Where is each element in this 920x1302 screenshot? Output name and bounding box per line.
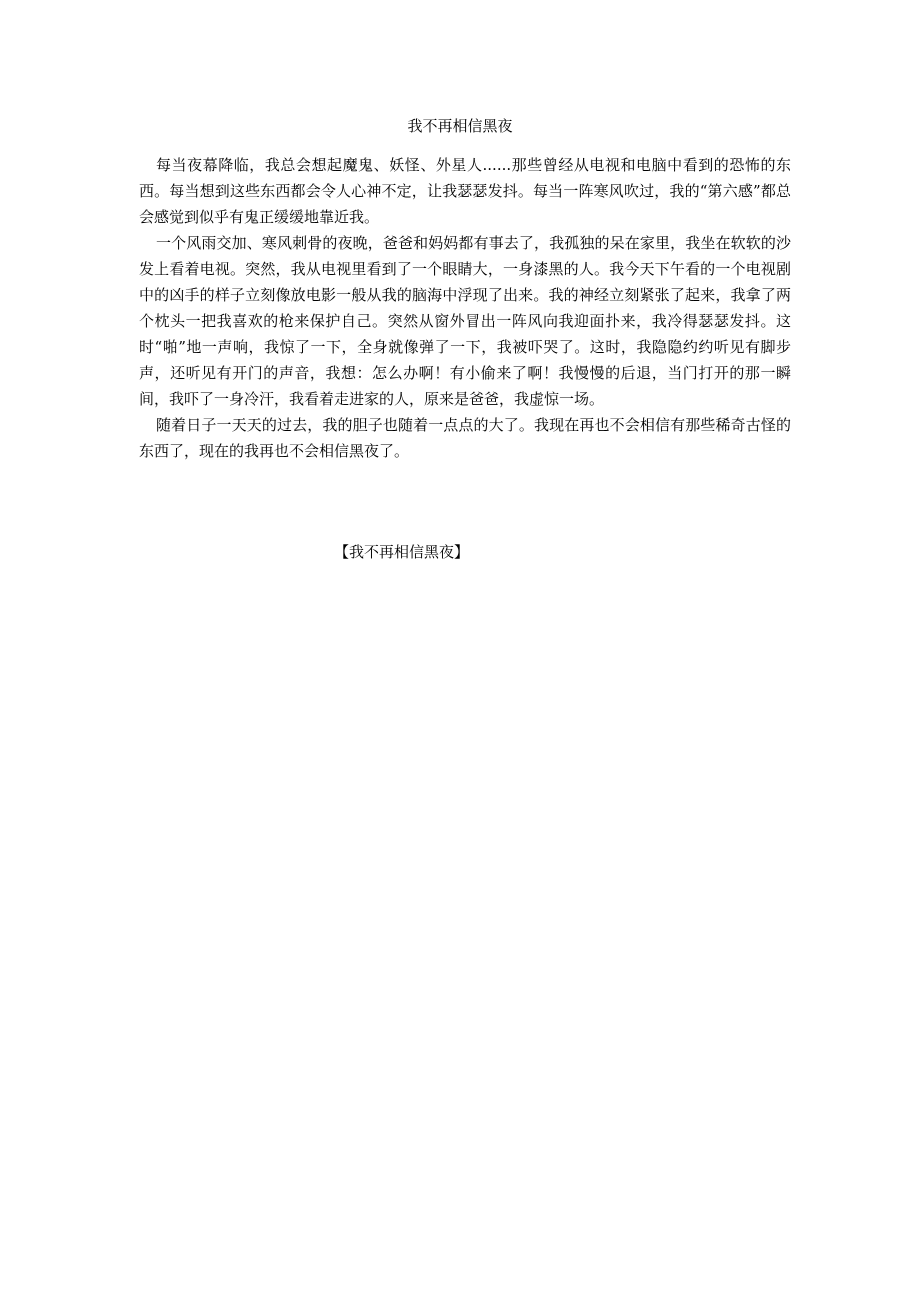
document-title: 我不再相信黑夜 (407, 117, 513, 135)
document-body (139, 152, 791, 464)
paragraph-1: 每当夜幕降临，我总会想起魔鬼、妖怪、外星人......那些曾经从电视和电脑中看到的恐怖的东西。每当想到这些东西都会令人心神不定，让我瑟瑟发抖。每当一阵寒风吹过，我的“第六感”都总会感觉到似乎有鬼正缓缓地靠近我。 (139, 156, 791, 226)
paragraph-2: 一个风雨交加、寒风刺骨的夜晚，爸爸和妈妈都有事去了，我孤独的呆在家里，我坐在软软的沙发上看着电视。突然，我从电视里看到了一个眼睛大，一身漆黑的人。我今天下午看的一个电视剧中的凶手的样子立刻像放电影一般从我的脑海中浮现了出来。我的神经立刻紧张了起来，我拿了两个枕头一把我喜欢的枪来保护自己。突然从窗外冒出一阵风向我迎面扑来，我冷得瑟瑟发抖。这时“啪”地一声响，我惊了一下，全身就像弹了一下，我被吓哭了。这时，我隐隐约约听见有脚步声，还听见有开门的声音，我想：怎么办啊！有小偷来了啊！我慢慢的后退，当门打开的那一瞬间，我吓了一身冷汗，我看着走进家的人，原来是爸爸，我虚惊一场。 (139, 234, 791, 408)
paragraph-3: 随着日子一天天的过去，我的胆子也随着一点点的大了。我现在再也不会相信有那些稀奇古怪的东西了，现在的我再也不会相信黑夜了。 (139, 416, 791, 460)
footer-title: 【我不再相信黑夜】 (334, 543, 470, 561)
